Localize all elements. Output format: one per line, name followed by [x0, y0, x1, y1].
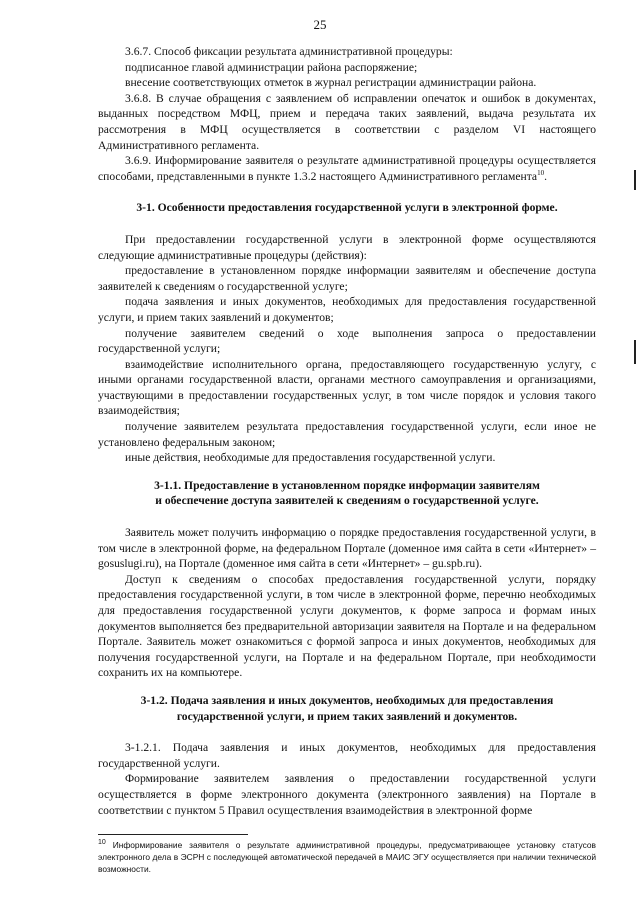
- scan-edge-mark: [634, 340, 636, 364]
- list-item: получение заявителем сведений о ходе выполнения запроса о предоставлении государственной услуги;: [98, 326, 596, 356]
- footnote-reference: 10: [537, 168, 545, 177]
- subsection-heading: [98, 478, 596, 509]
- paragraph: внесение соответствующих отметок в журнал регистрации администрации района.: [125, 76, 537, 90]
- footnote-text: Информирование заявителя о результате административной процедуры, предусматривающее установку статусов электронного дела в ЭСРН с последующей автоматической передачей в МАИС ЭГУ осуществляется при наличии технической возможности.: [98, 840, 596, 874]
- paragraph: 3.6.7. Способ фиксации результата административной процедуры:: [125, 45, 453, 58]
- list-item: получение заявителем результата предоставления государственной услуги, если иное не установлено федеральным законом;: [98, 420, 596, 449]
- subsection-heading: [98, 693, 596, 724]
- paragraph: Доступ к сведениям о способах предоставления государственной услуги, порядку предоставления государственной услуги, в том числе в электронной форме, перечню необходимых для предоставления государственной услуги документов, к форме запроса и формам иных документов выполняется без предварительной авторизации заявителя на Портале и на федеральном Портале. Заявитель может ознакомиться с формой запроса и иных документов, необходимых для получения государственной услуги, на Портале и на федеральном Портале, при необходимости сохранить их на компьютере.: [98, 572, 596, 680]
- paragraph: [98, 153, 596, 184]
- list-item: предоставление в установленном порядке информации заявителям и обеспечение доступа заявителей к сведениям о государственной услуге;: [98, 264, 596, 293]
- section-heading: 3-1. Особенности предоставления государственной услуги в электронной форме.: [136, 201, 558, 215]
- paragraph: подписанное главой администрации района распоряжение;: [125, 60, 418, 74]
- document-body: [98, 44, 596, 818]
- heading-line: государственной услуги, и прием таких заявлений и документов.: [176, 709, 518, 723]
- footnote-separator: [98, 834, 248, 835]
- paragraph: Формирование заявителем заявления о предоставлении государственной услуги осуществляется в форме электронного документа (электронного заявления) на Портале в соответствии с пунктом 5 Правил осуществления взаимодействия в электронной форме: [98, 772, 596, 817]
- list-item: взаимодействие исполнительного органа, предоставляющего государственную услугу, с иными органами государственной власти, органами местного самоуправления и организациями, участвующими в предоставлении государственных услуг, в том числе порядок и условия такого взаимодействия;: [98, 357, 596, 418]
- footnote-marker: 10: [98, 839, 106, 847]
- paragraph-end: .: [544, 169, 547, 183]
- footnote: [98, 839, 596, 875]
- heading-line: и обеспечение доступа заявителей к сведениям о государственной услуге.: [155, 494, 539, 508]
- paragraph: При предоставлении государственной услуги в электронной форме осуществляются следующие административные процедуры (действия):: [98, 232, 596, 262]
- paragraph: 3.6.8. В случае обращения с заявлением об исправлении опечаток и ошибок в документах, выданных посредством МФЦ, прием и передача таких заявлений, выдача результата их рассмотрения в МФЦ осуществляется в соответствии с разделом VI настоящего Административного регламента.: [98, 91, 596, 152]
- paragraph-text: 3.6.9. Информирование заявителя о результате административной процедуры осуществляется способами, представленными в пункте 1.3.2 настоящего Административного регламента: [98, 154, 596, 183]
- list-item: иные действия, необходимые для предоставления государственной услуги.: [125, 451, 496, 465]
- heading-line: 3-1.2. Подача заявления и иных документов, необходимых для предоставления: [140, 693, 554, 707]
- paragraph: Заявитель может получить информацию о порядке предоставления государственной услуги, в том числе в электронной форме, на федеральном Портале (доменное имя сайта в сети «Интернет» – gosuslugi.ru), на Портале (доменное имя сайта в сети «Интернет» – gu.spb.ru).: [98, 526, 596, 571]
- paragraph: 3-1.2.1. Подача заявления и иных документов, необходимых для предоставления государственной услуги.: [98, 741, 596, 770]
- page-number: 25: [313, 17, 327, 32]
- scan-edge-mark: [634, 170, 636, 190]
- heading-line: 3-1.1. Предоставление в установленном порядке информации заявителям: [154, 478, 540, 492]
- list-item: подача заявления и иных документов, необходимых для предоставления государственной услуги, и прием таких заявлений и документов;: [98, 295, 596, 324]
